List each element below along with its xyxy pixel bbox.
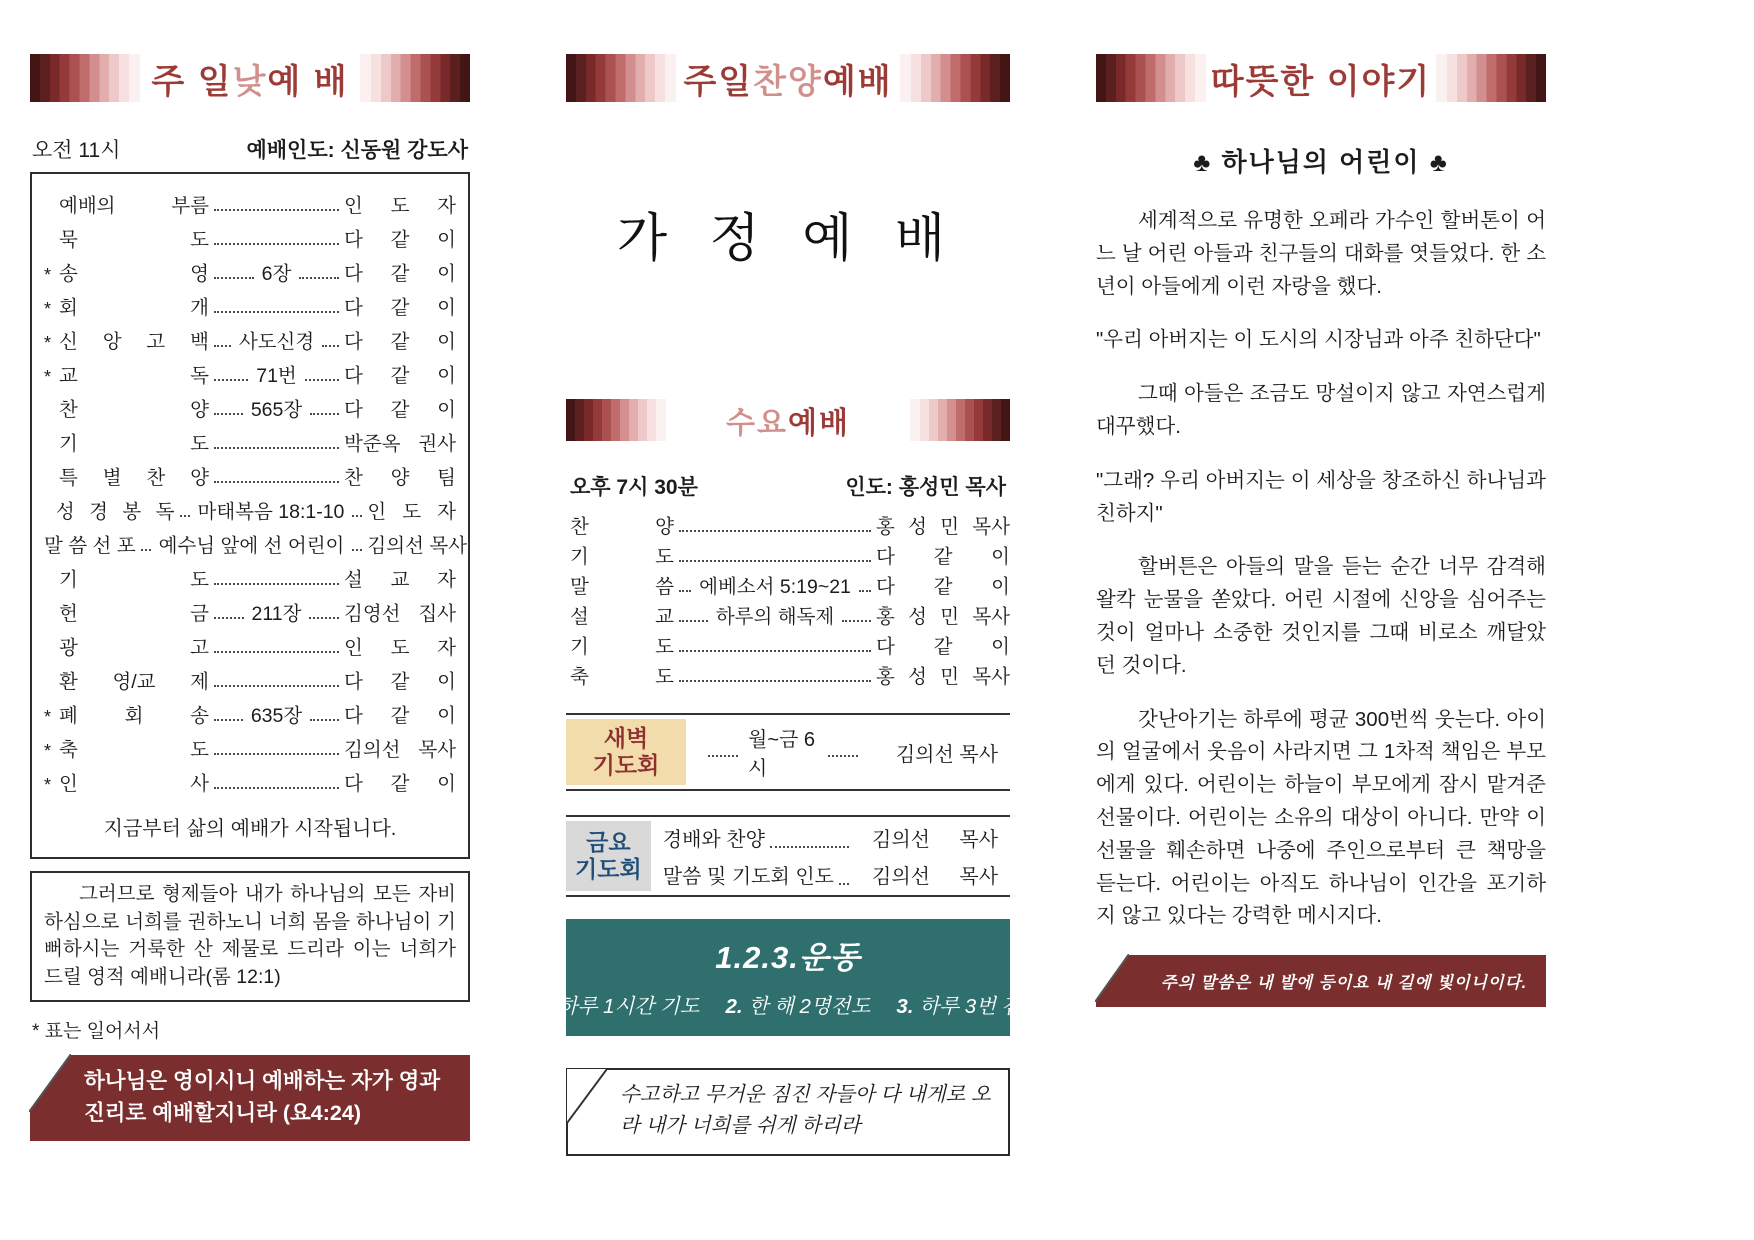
movement-title: 1.2.3.운동 xyxy=(715,940,861,976)
order-item-label: 교 독 xyxy=(59,365,209,387)
order-row xyxy=(44,252,456,286)
dotted-leader xyxy=(352,515,362,517)
movement-item: 3. 하루 3번 감사 xyxy=(896,995,1042,1019)
order-row xyxy=(44,558,456,592)
story-paragraph: 갓난아기는 하루에 평균 300번씩 웃는다. 아이의 얼굴에서 웃음이 사라지면 그 1차적 책임은 부모에게 있다. 어린이는 하늘이 부모에게 잠시 맡겨준 선물이다. 어린이는 소유의 대상이 아니다. 만약 이 선물을 훼손하면 나중에 주인으로부터 큰 책망을 듣는다. 어린이는 아직도 하나님이 인간을 포기하지 않고 있다는 강력한 메시지다. xyxy=(1096,707,1546,928)
dotted-leader xyxy=(214,617,244,619)
header-title-segment: 예배 xyxy=(822,62,893,101)
order-item-person: 김의선 목사 xyxy=(344,739,456,761)
sunday-day-service-header xyxy=(30,54,470,102)
dotted-leader xyxy=(679,530,871,532)
order-row xyxy=(44,762,456,796)
worship-order-list xyxy=(44,184,468,796)
order-row xyxy=(44,218,456,252)
service-time: 오후 7시 30분 xyxy=(570,476,698,499)
story-title: ♣ 하나님의 어린이 ♣ xyxy=(1193,147,1449,177)
service-info-row xyxy=(32,134,468,164)
order-item-label: 신 앙 고 백 xyxy=(59,331,209,353)
order-item-label: 회 개 xyxy=(59,297,209,319)
order-item-person: 인 도 자 xyxy=(367,501,456,523)
order-item-person: 다 같 이 xyxy=(344,399,456,421)
order-row xyxy=(44,388,456,422)
order-item-label: 말 씀 xyxy=(570,576,674,598)
dotted-leader xyxy=(299,277,339,279)
gradient-bar-right xyxy=(1436,54,1546,102)
order-item-person: 홍 성 민 목사 xyxy=(876,666,1010,688)
order-row xyxy=(44,456,456,490)
order-item-person: 인 도 자 xyxy=(344,195,456,217)
order-item-detail: 211장 xyxy=(251,603,302,625)
order-item-person: 다 같 이 xyxy=(344,263,456,285)
order-item-label: 축 도 xyxy=(59,739,209,761)
order-item-detail: 예수님 앞에 선 어린이 xyxy=(158,535,345,557)
dotted-leader xyxy=(679,650,871,652)
order-item-person: 다 같 이 xyxy=(344,229,456,251)
order-row xyxy=(44,524,468,558)
stand-marker: * xyxy=(44,741,52,761)
order-item-person: 김영선 집사 xyxy=(344,603,456,625)
left-verse-banner xyxy=(30,1055,470,1142)
order-item-person: 인 도 자 xyxy=(344,637,456,659)
warm-story-header xyxy=(1096,54,1546,102)
order-item-detail: 사도신경 xyxy=(238,331,315,353)
order-item-label: 축 도 xyxy=(570,666,674,688)
order-row xyxy=(566,599,1010,629)
right-verse-banner-text: 주의 말씀은 내 발에 등이요 내 길에 빛이니이다. xyxy=(1160,974,1528,993)
order-row xyxy=(44,422,456,456)
dotted-leader xyxy=(842,620,871,622)
story-paragraph: 할버튼은 아들의 말을 듣는 순간 너무 감격해 왈칵 눈물을 쏟았다. 어린 시절에 신앙을 심어주는 것이 얼마나 소중한 것인지를 그때 비로소 깨달았던 것이다. xyxy=(1096,555,1546,677)
order-row xyxy=(566,569,1010,599)
stand-marker: * xyxy=(44,367,52,387)
order-row xyxy=(44,592,456,626)
order-item-person: 다 같 이 xyxy=(344,297,456,319)
dawn-prayer-label-line2: 기도회 xyxy=(592,752,660,779)
movement-item-number: 2. xyxy=(725,995,743,1019)
dawn-prayer-label-line1: 새벽 xyxy=(603,725,649,751)
movement-item-number: 1. xyxy=(534,995,552,1019)
praise-and-wednesday-service-column xyxy=(534,54,1042,1156)
order-row xyxy=(566,509,1010,539)
dawn-prayer-strip xyxy=(566,713,1010,791)
order-row xyxy=(44,286,456,320)
stand-marker: * xyxy=(44,775,52,795)
dotted-leader xyxy=(679,590,691,592)
dotted-leader xyxy=(214,243,339,245)
friday-prayer-label-line1: 금요 xyxy=(586,829,631,856)
dotted-leader xyxy=(310,719,339,721)
dotted-leader xyxy=(828,755,858,757)
friday-prayer-label-line2: 기도회 xyxy=(575,856,642,883)
order-item-label: 인 사 xyxy=(59,773,209,795)
left-verse-banner-text: 하나님은 영이시니 예배하는 자가 영과 진리로 예배할지니라 (요4:24) xyxy=(84,1068,441,1125)
order-item-person: 박준옥 권사 xyxy=(344,433,456,455)
movement-item: 2. 한 해 2명전도 xyxy=(725,995,871,1019)
friday-person: 김의선 목사 xyxy=(872,829,998,852)
header-title-segment: 수요 xyxy=(726,407,788,440)
stand-marker: * xyxy=(44,707,52,727)
sunday-day-service-title xyxy=(140,54,360,102)
order-item-label: 기 도 xyxy=(570,636,674,658)
order-item-person: 홍 성 민 목사 xyxy=(876,606,1011,628)
order-item-person: 다 같 이 xyxy=(876,576,1011,598)
middle-verse-box xyxy=(566,1068,1010,1156)
order-item-person: 찬 양 팀 xyxy=(344,467,456,489)
movement-items xyxy=(534,989,1042,1019)
friday-prayer-strip xyxy=(566,815,1010,897)
dotted-leader xyxy=(214,685,339,687)
header-title-segment: 예배 xyxy=(788,407,850,440)
dotted-leader xyxy=(309,617,339,619)
order-row xyxy=(44,694,456,728)
order-item-label: 찬 양 xyxy=(59,399,209,421)
gradient-bar-left xyxy=(30,54,140,102)
header-title-segment: 낮 xyxy=(232,62,268,101)
header-title-segment: 따뜻한 이야기 xyxy=(1210,62,1432,101)
order-item-detail: 635장 xyxy=(250,705,303,727)
dotted-leader xyxy=(214,481,339,483)
gradient-bar-right xyxy=(900,54,1010,102)
dotted-leader xyxy=(679,620,708,622)
order-item-person: 다 같 이 xyxy=(344,671,456,693)
story-paragraph: "우리 아버지는 이 도시의 시장님과 아주 친하단다" xyxy=(1096,328,1541,352)
order-row xyxy=(44,320,456,354)
family-worship-title: 가 정 예 배 xyxy=(616,210,960,268)
order-item-label: 기 도 xyxy=(59,433,209,455)
order-item-label: 기 도 xyxy=(570,546,674,568)
order-item-label: 성 경 봉 독 xyxy=(55,501,175,523)
order-item-label: 폐 회 송 xyxy=(59,705,209,727)
dotted-leader xyxy=(214,719,243,721)
order-item-detail: 565장 xyxy=(250,399,303,421)
order-item-person: 다 같 이 xyxy=(344,331,457,353)
right-verse-banner xyxy=(1096,955,1546,1007)
movement-item-number: 3. xyxy=(896,995,914,1019)
friday-prayer-content xyxy=(651,821,1010,891)
order-row xyxy=(44,660,456,694)
order-row xyxy=(44,490,456,524)
scripture-box: 그러므로 형제들아 내가 하나님의 모든 자비하심으로 너희를 권하노니 너희 몸을 하나님이 기뻐하시는 거룩한 산 제물로 드리라 이는 너희가 드릴 영적 예배니라(롬 12:1) xyxy=(30,871,470,1002)
order-row xyxy=(44,354,456,388)
sunday-praise-service-header xyxy=(566,54,1010,102)
page-fold-icon xyxy=(567,1069,607,1123)
order-row xyxy=(44,626,456,660)
header-title-segment: 찬양 xyxy=(753,62,823,101)
header-title-segment: 주 일 xyxy=(151,62,233,101)
dotted-leader xyxy=(214,787,339,789)
one-two-three-movement-box xyxy=(534,919,1042,1036)
dotted-leader xyxy=(708,755,738,757)
order-item-label: 특 별 찬 양 xyxy=(59,467,209,489)
story-body xyxy=(1096,205,1546,933)
dotted-leader xyxy=(141,549,151,551)
dotted-leader xyxy=(310,413,339,415)
order-item-label: 환 영/교 제 xyxy=(59,671,209,693)
dawn-prayer-content xyxy=(686,719,1010,785)
friday-prayer-row xyxy=(663,860,998,889)
dotted-leader xyxy=(214,345,231,347)
gradient-bar-left xyxy=(566,54,676,102)
dotted-leader xyxy=(839,883,849,885)
closing-line: 지금부터 삶의 예배가 시작됩니다. xyxy=(103,818,397,840)
dawn-prayer-label xyxy=(566,719,686,785)
friday-activity: 경배와 찬양 xyxy=(662,829,765,852)
dotted-leader xyxy=(214,379,248,381)
movement-item: 1. 하루 1시간 기도 xyxy=(534,995,700,1019)
order-item-label: 예배의 부름 xyxy=(59,195,209,217)
dotted-leader xyxy=(214,413,243,415)
worship-order-box xyxy=(30,172,470,859)
stand-note: * 표는 일어서서 xyxy=(32,1020,161,1042)
order-item-person: 다 같 이 xyxy=(876,636,1010,658)
dotted-leader xyxy=(214,651,339,653)
dotted-leader xyxy=(679,680,871,682)
wednesday-service-title xyxy=(666,399,910,441)
order-item-detail: 6장 xyxy=(261,263,292,285)
friday-prayer-row xyxy=(663,823,998,852)
order-item-label: 묵 도 xyxy=(59,229,209,251)
order-item-detail: 71번 xyxy=(256,365,297,387)
gradient-bar-right xyxy=(360,54,470,102)
friday-prayer-label xyxy=(566,821,651,891)
story-paragraph: "그래? 우리 아버지는 이 세상을 창조하신 하나님과 친하지" xyxy=(1096,468,1546,525)
order-item-label: 송 영 xyxy=(59,263,209,285)
middle-verse-text: 수고하고 무거운 짐진 자들아 다 내게로 오라 내가 너희를 쉬게 하리라 xyxy=(620,1083,991,1137)
sunday-day-service-column xyxy=(30,54,470,1141)
friday-person: 김의선 목사 xyxy=(872,866,998,889)
order-item-person: 설 교 자 xyxy=(344,569,456,591)
order-item-person: 홍 성 민 목사 xyxy=(876,516,1010,538)
dotted-leader xyxy=(214,583,339,585)
page-fold-icon xyxy=(1095,954,1129,1002)
order-row xyxy=(44,728,456,762)
order-item-detail: 마태복음 18:1-10 xyxy=(197,501,345,523)
order-item-label: 찬 양 xyxy=(570,516,674,538)
service-leader: 예배인도: 신동원 강도사 xyxy=(246,139,468,162)
wednesday-order-list xyxy=(566,509,1010,689)
dotted-leader xyxy=(214,447,339,449)
stand-marker: * xyxy=(44,333,52,353)
dotted-leader xyxy=(214,753,339,755)
order-item-label: 설 교 xyxy=(570,606,674,628)
sunday-praise-service-title xyxy=(676,54,900,102)
dotted-leader xyxy=(859,590,871,592)
order-item-detail: 에베소서 5:19~21 xyxy=(699,576,851,598)
dotted-leader xyxy=(214,311,339,313)
dotted-leader xyxy=(214,209,339,211)
order-row xyxy=(566,629,1010,659)
gradient-bar-left xyxy=(1096,54,1206,102)
story-paragraph: 세계적으로 유명한 오페라 가수인 할버톤이 어느 날 어린 아들과 친구들의 대화를 엿들었다. 한 소년이 아들에게 이런 자랑을 했다. xyxy=(1096,209,1546,298)
header-title-segment: 주일 xyxy=(683,62,754,101)
warm-story-column xyxy=(1096,54,1546,1007)
order-item-person: 다 같 이 xyxy=(344,705,456,727)
order-item-label: 말 씀 선 포 xyxy=(44,535,136,557)
order-item-person: 다 같 이 xyxy=(876,546,1010,568)
order-item-label: 헌 금 xyxy=(59,603,209,625)
gradient-bar-left xyxy=(566,399,666,441)
service-time: 오전 11시 xyxy=(32,139,121,162)
header-title-segment: 예 배 xyxy=(267,62,349,101)
stand-marker: * xyxy=(44,299,52,319)
story-paragraph: 그때 아들은 조금도 망설이지 않고 자연스럽게 대꾸했다. xyxy=(1096,382,1546,438)
order-item-detail: 하루의 해독제 xyxy=(715,606,835,628)
order-item-person: 김의선 목사 xyxy=(367,535,468,557)
dotted-leader xyxy=(770,846,849,848)
service-info-row xyxy=(570,471,1006,501)
friday-activity: 말씀 및 기도회 인도 xyxy=(662,866,834,889)
order-row xyxy=(44,184,456,218)
dotted-leader xyxy=(352,549,362,551)
order-item-label: 기 도 xyxy=(59,569,209,591)
dotted-leader xyxy=(214,277,254,279)
order-row xyxy=(566,659,1010,689)
warm-story-title xyxy=(1206,54,1436,102)
gradient-bar-right xyxy=(910,399,1010,441)
dawn-prayer-person: 김의선 목사 xyxy=(895,743,998,766)
order-item-label: 광 고 xyxy=(59,637,209,659)
dotted-leader xyxy=(305,379,339,381)
order-item-person: 다 같 이 xyxy=(344,773,456,795)
dawn-prayer-schedule: 월~금 6시 xyxy=(748,729,815,781)
page-fold-icon xyxy=(29,1054,71,1112)
dotted-leader xyxy=(679,560,871,562)
order-row xyxy=(566,539,1010,569)
stand-marker: * xyxy=(44,265,52,285)
wednesday-service-header xyxy=(566,399,1010,441)
dotted-leader xyxy=(180,515,190,517)
dotted-leader xyxy=(322,345,339,347)
service-leader: 인도: 홍성민 목사 xyxy=(845,476,1006,499)
order-item-person: 다 같 이 xyxy=(344,365,456,387)
